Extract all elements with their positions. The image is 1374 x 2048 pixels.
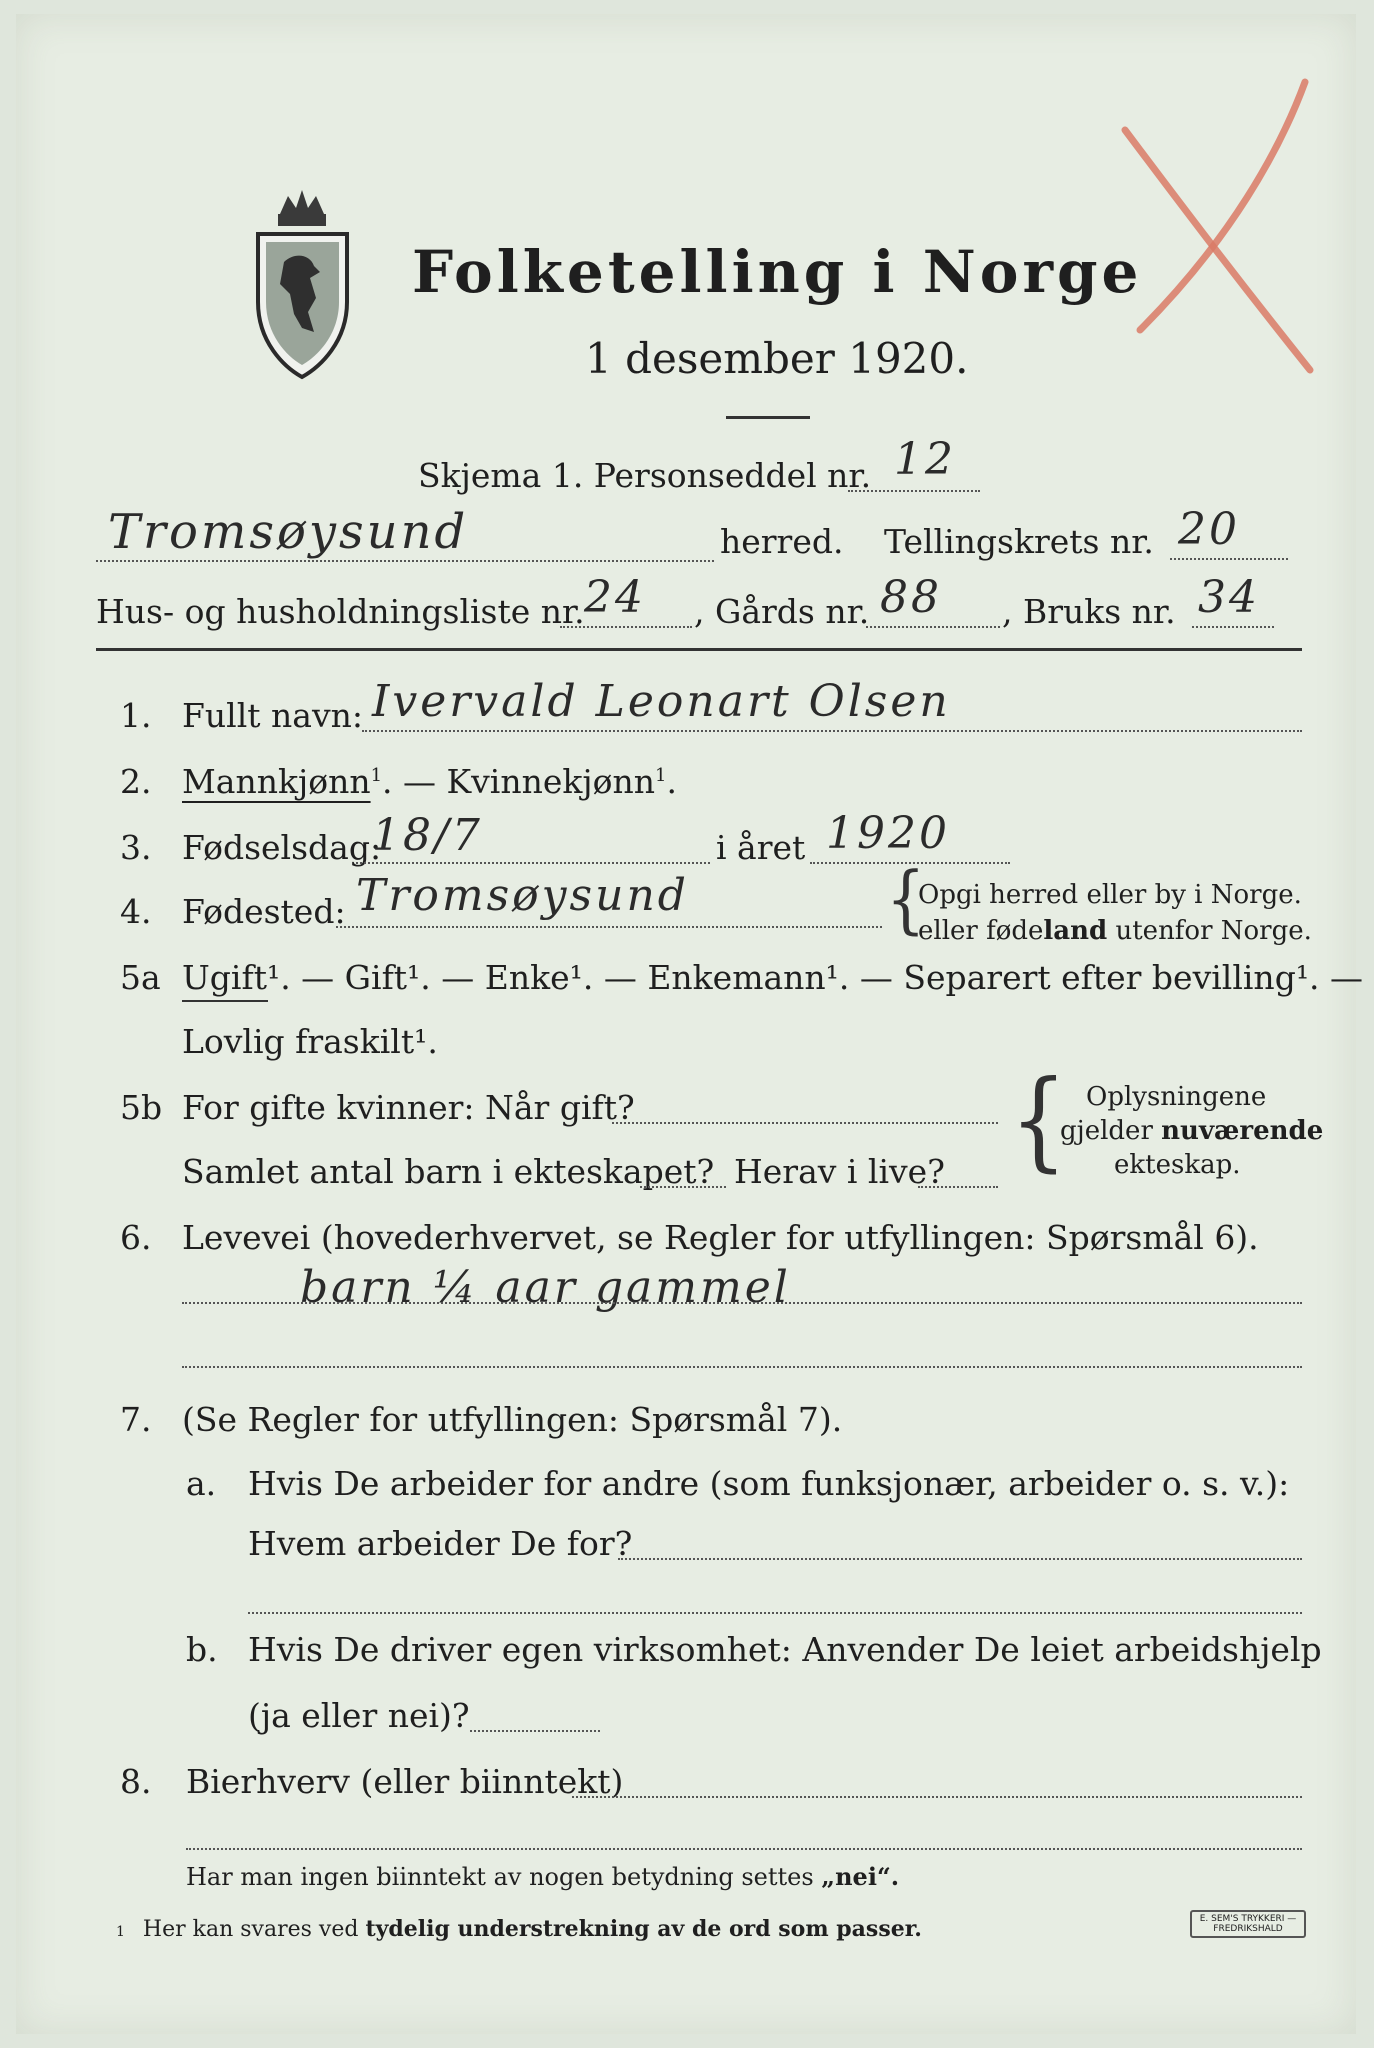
q2-options (182, 762, 677, 801)
q6-number: 6. (120, 1218, 152, 1257)
footnote-text-bold: tydelig understrekning av de ord som passer. (365, 1916, 922, 1942)
q7b-line2: (ja eller nei)? (248, 1696, 470, 1735)
married-when-line (612, 1122, 998, 1124)
option-female[interactable]: Kvinnekjønn (446, 762, 656, 801)
krets-line (1170, 558, 1288, 560)
herred-line (96, 560, 714, 562)
side-income-line-2 (186, 1848, 1302, 1850)
birthplace[interactable]: Tromsøysund (356, 870, 689, 921)
q3-line (356, 862, 710, 864)
coat-of-arms-icon (250, 182, 355, 382)
q2-sup-2: 1 (655, 765, 667, 786)
q4-number: 4. (120, 892, 152, 931)
q7b-letter: b. (186, 1630, 218, 1669)
herred-name[interactable]: Tromsøysund (108, 504, 469, 560)
bruks-line (1192, 626, 1274, 628)
q2-separator: . — (382, 762, 447, 801)
q6-line-1 (182, 1302, 1302, 1304)
q7a-line1: Hvis De arbeider for andre (som funksjonær, arbeider o. s. v.): (248, 1464, 1290, 1503)
schema-number[interactable]: 12 (894, 434, 956, 485)
q7a-line2: Hvem arbeider De for? (248, 1524, 633, 1563)
q5b-note-3: ekteskap. (1114, 1150, 1241, 1180)
krets-label: Tellingskrets nr. (884, 522, 1154, 561)
year-label: i året (716, 828, 806, 867)
hus-number[interactable]: 24 (584, 572, 646, 623)
side-income-line (572, 1796, 1302, 1798)
q4-brace: { (886, 854, 926, 943)
q7-label: (Se Regler for utfyllingen: Spørsmål 7). (182, 1400, 843, 1439)
q3-label: Fødselsdag: (182, 828, 382, 867)
q7b-line1: Hvis De driver egen virksomhet: Anvender De leiet arbeidshjelp (248, 1630, 1322, 1669)
schema-label: Skjema 1. Personseddel nr. (418, 456, 872, 495)
q8-label: Bierhverv (eller biinntekt) (186, 1762, 624, 1801)
option-male[interactable]: Mannkjønn (182, 762, 371, 801)
q5b-note-2a: gjelder (1060, 1116, 1162, 1146)
q6-line-2 (182, 1366, 1302, 1368)
bruks-number[interactable]: 34 (1198, 572, 1260, 623)
children-label: Samlet antal barn i ekteskapet? (182, 1152, 715, 1191)
marital-option-divorced[interactable]: Lovlig fraskilt¹. (182, 1022, 438, 1061)
title-divider (726, 416, 810, 419)
gards-line (866, 626, 1000, 628)
hus-label: Hus- og husholdningsliste nr. (96, 592, 585, 631)
q5b-note-1: Oplysningene (1086, 1082, 1267, 1112)
krets-number[interactable]: 20 (1178, 504, 1240, 555)
alive-label: Herav i live? (734, 1152, 945, 1191)
q4-note-2a: eller føde (918, 916, 1044, 946)
hus-line (560, 626, 692, 628)
red-cross-mark (1080, 70, 1320, 380)
birth-year[interactable]: 1920 (826, 808, 950, 859)
q1-number: 1. (120, 696, 152, 735)
q2-number: 2. (120, 762, 152, 801)
footnote-text: Her kan svares ved (142, 1917, 366, 1942)
employer-line-2 (248, 1612, 1302, 1614)
alive-line (918, 1186, 998, 1188)
footnote (116, 1916, 922, 1942)
herred-label: herred. (720, 522, 844, 561)
q4-note-2 (918, 916, 1312, 946)
marital-options[interactable]: Ugift¹. — Gift¹. — Enke¹. — Enkemann¹. — Separert efter bevilling¹. — (182, 958, 1364, 997)
q1-line (362, 730, 1302, 732)
occupation[interactable]: barn ¼ aar gammel (300, 1262, 791, 1313)
q4-label: Fødested: (182, 892, 346, 931)
birth-date[interactable]: 18/7 (372, 810, 483, 861)
q8-number: 8. (120, 1762, 152, 1801)
q6-label: Levevei (hovederhvervet, se Regler for utfyllingen: Spørsmål 6). (182, 1218, 1259, 1257)
q4-line (336, 926, 882, 928)
q7-number: 7. (120, 1400, 152, 1439)
q8-note (186, 1862, 899, 1891)
printer-stamp: E. SEM'S TRYKKERI — FREDRIKSHALD (1190, 1910, 1306, 1938)
q5b-brace: { (1010, 1057, 1068, 1184)
q1-label: Fullt navn: (182, 696, 363, 735)
q2-sup-1: 1 (370, 765, 383, 786)
children-line (640, 1186, 726, 1188)
q5b-number: 5b (120, 1088, 163, 1127)
q7a-letter: a. (186, 1464, 217, 1503)
gards-label: , Gårds nr. (694, 592, 870, 631)
q4-note-2-bold: land (1043, 916, 1108, 946)
footnote-mark: 1 (116, 1924, 125, 1940)
gards-number[interactable]: 88 (880, 572, 942, 623)
bruks-label: , Bruks nr. (1002, 592, 1176, 631)
q4-note-2b: utenfor Norge. (1107, 916, 1312, 946)
form-title: Folketelling i Norge (412, 238, 1143, 306)
q8-note-b: „nei“. (821, 1862, 900, 1891)
q4-note-1: Opgi herred eller by i Norge. (918, 880, 1302, 910)
full-name[interactable]: Ivervald Leonart Olsen (372, 676, 951, 727)
q3-number: 3. (120, 828, 152, 867)
q5a-number: 5a (120, 958, 161, 997)
q8-note-a: Har man ingen biinntekt av nogen betydning settes (186, 1863, 822, 1891)
q5b-note-2 (1060, 1116, 1323, 1146)
q2-end: . (666, 762, 677, 801)
census-date: 1 desember 1920. (585, 334, 969, 383)
header-rule (96, 648, 1302, 651)
ugift-underline (182, 1000, 268, 1002)
employer-line (618, 1558, 1302, 1560)
q5b-note-2-bold: nuværende (1161, 1116, 1324, 1146)
hired-help-line (470, 1730, 600, 1732)
q5b-label: For gifte kvinner: Når gift? (182, 1088, 635, 1127)
schema-number-line (848, 490, 980, 492)
